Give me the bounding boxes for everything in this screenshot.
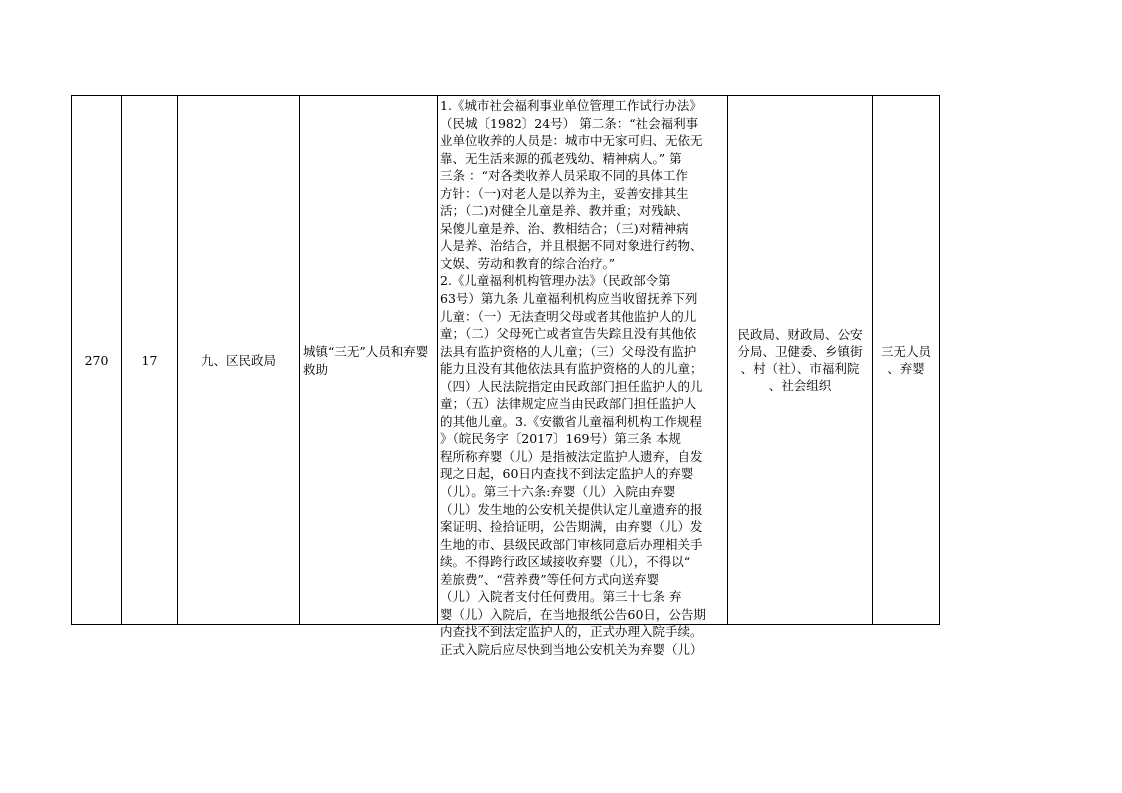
- basis-line: 现之日起，60日内查找不到法定监护人的弃婴: [440, 466, 694, 482]
- basis-line: 方针：（一)对老人是以养为主，妥善安排其生: [440, 185, 689, 201]
- basis-line: 靠、无生活来源的孤老残幼、精神病人。” 第: [440, 150, 682, 166]
- basis-line: 活；（二)对健全儿童是养、教并重；对残缺、: [440, 203, 689, 219]
- basis-line: 法具有监护资格的人儿童；（三）父母没有监护: [440, 343, 697, 359]
- policy-table: [71, 95, 940, 657]
- basis-line: （儿）。第三十六条:弃婴（儿）入院由弃婴: [440, 484, 676, 500]
- targets-line: 、弃婴: [887, 361, 925, 376]
- target-groups-text: [873, 343, 939, 377]
- policy-table-sheet: [71, 95, 940, 657]
- basis-line: 童；（二）父母死亡或者宣告失踪且没有其他依: [440, 326, 697, 342]
- legal-basis-text: [438, 96, 727, 657]
- basis-line: 63号）第九条 儿童福利机构应当收留抚养下列: [440, 291, 698, 307]
- basis-line: 生地的市、县级民政部门审核同意后办理相关手: [440, 536, 703, 552]
- basis-line: 文娱、劳动和教育的综合治疗。”: [440, 255, 616, 271]
- basis-line: 程所称弃婴（儿）是指被法定监护人遗弃，自发: [440, 448, 703, 464]
- table-row: [72, 96, 940, 625]
- basis-line: 儿童：（一）无法查明父母或者其他监护人的儿: [440, 308, 697, 324]
- basis-line: 》（皖民务字〔2017〕169号）第三条 本规: [440, 431, 681, 447]
- target-groups-cell: [873, 96, 940, 625]
- units-line: 、村（社）、市福利院: [740, 361, 860, 376]
- basis-line: 能力且没有其他依法具有监护资格的人的儿童；: [440, 361, 703, 377]
- targets-line: 三无人员: [880, 344, 931, 359]
- department-cell: 九、区民政局: [178, 96, 300, 625]
- basis-line: 业单位收养的人员是：城市中无家可归、无依无: [440, 133, 703, 149]
- basis-line: 婴（儿）入院后，在当地报纸公告60日，公告期: [440, 606, 706, 622]
- responsible-units-cell: [728, 96, 873, 625]
- basis-line: （儿）发生地的公安机关提供认定儿童遗弃的报: [440, 501, 703, 517]
- basis-line: 续。不得跨行政区域接收弃婴（儿），不得以“: [440, 554, 691, 570]
- basis-line: 内查找不到法定监护人的，正式办理入院手续。: [440, 624, 703, 640]
- basis-line: 的其他儿童。3.《安徽省儿童福利机构工作规程: [440, 413, 702, 429]
- basis-line: 2.《儿童福利机构管理办法》（民政部令第: [440, 273, 671, 289]
- units-line: 民政局、财政局、公安: [737, 327, 863, 342]
- responsible-units-text: [731, 326, 869, 394]
- basis-line: （四）人民法院指定由民政部门担任监护人的儿: [440, 378, 703, 394]
- basis-line: 呆傻儿童是养、治、教相结合；（三)对精神病: [440, 220, 689, 236]
- basis-line: 正式入院后应尽快到当地公安机关为弃婴（儿）: [440, 641, 703, 657]
- basis-line: 三条 ：“对各类收养人员采取不同的具体工作: [440, 168, 688, 184]
- units-line: 分局、卫健委、乡镇街: [737, 344, 863, 359]
- item-no-cell: 17: [122, 96, 178, 625]
- basis-line: 童；（五）法律规定应当由民政部门担任监护人: [440, 396, 697, 412]
- basis-line: 差旅费”、“营养费”等任何方式向送弃婴: [440, 571, 660, 587]
- basis-line: （民城〔1982〕24号） 第二条：“社会福利事: [440, 115, 699, 131]
- basis-line: 1.《城市社会福利事业单位管理工作试行办法》: [440, 98, 702, 113]
- basis-line: 人是养、治结合，并且根据不同对象进行药物、: [440, 238, 703, 254]
- basis-line: 案证明、捡拾证明，公告期满，由弃婴（儿）发: [440, 519, 703, 535]
- basis-line: （儿）入院者支付任何费用。第三十七条 弃: [440, 589, 682, 605]
- legal-basis-cell: [438, 96, 728, 657]
- seq-no-cell: 270: [72, 96, 122, 625]
- service-cell: 城镇“三无”人员和弃婴救助: [300, 96, 438, 625]
- units-line: 、社会组织: [768, 378, 832, 393]
